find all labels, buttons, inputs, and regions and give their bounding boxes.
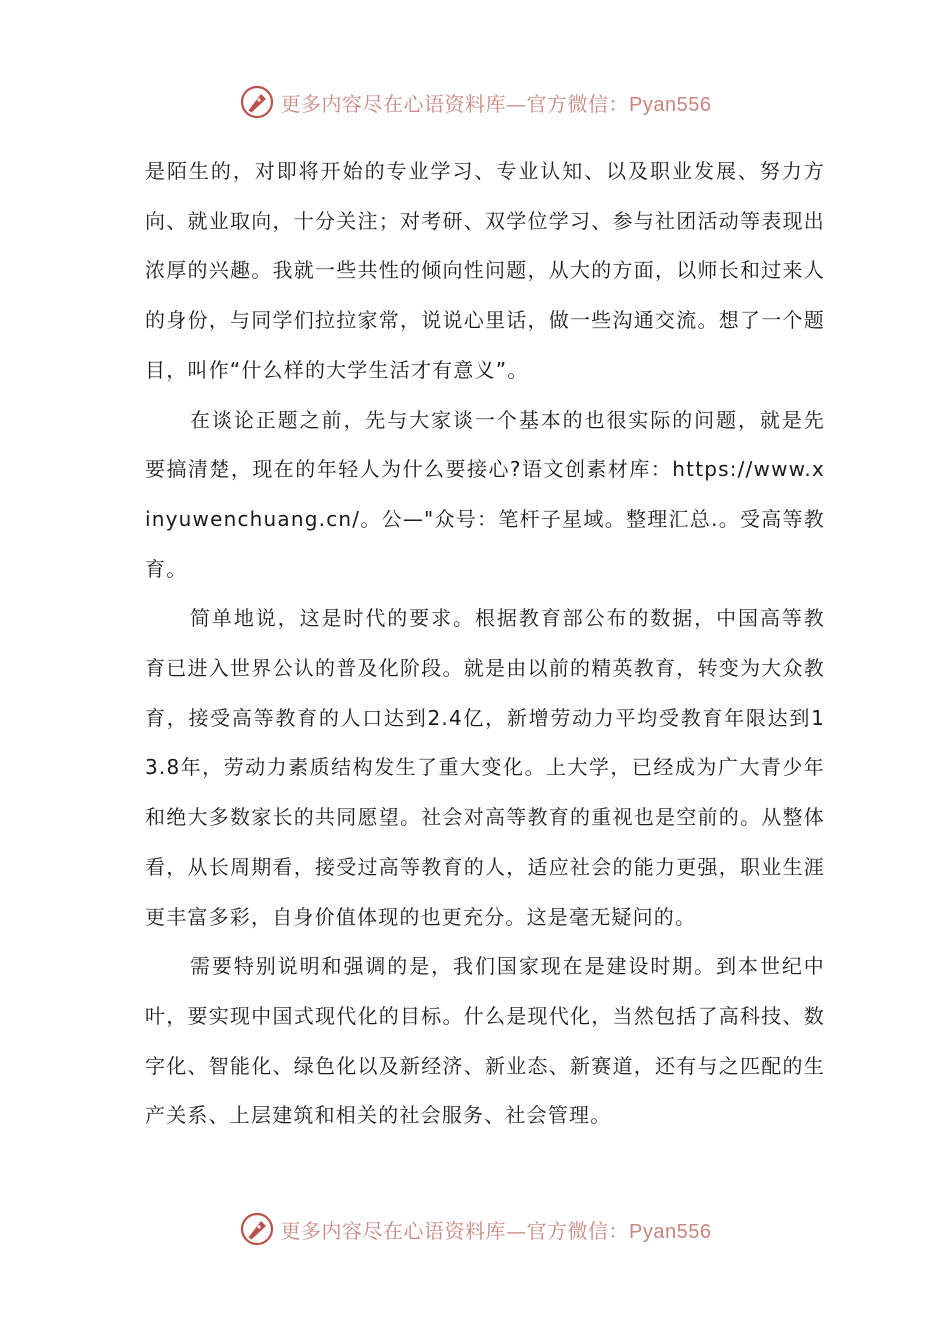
header-wechat-id: Pyan556 bbox=[629, 93, 712, 116]
pen-nib-logo-icon bbox=[239, 1211, 275, 1247]
header-banner bbox=[0, 80, 950, 124]
paragraph: 简单地说，这是时代的要求。根据教育部公布的数据，中国高等教育已进入世界公认的普及化阶段。就是由以前的精英教育，转变为大众教育，接受高等教育的人口达到2.4亿，新增劳动力平均受教育年限达到13.8年，劳动力素质结构发生了重大变化。上大学，已经成为广大青少年和绝大多数家长的共同愿望。社会对高等教育的重视也是空前的。从整体看，从长周期看，接受过高等教育的人，适应社会的能力更强，职业生涯更丰富多彩，自身价值体现的也更充分。这是毫无疑问的。 bbox=[145, 606, 825, 929]
pen-nib-logo-icon bbox=[239, 84, 275, 120]
paragraph: 需要特别说明和强调的是，我们国家现在是建设时期。到本世纪中叶，要实现中国式现代化的目标。什么是现代化，当然包括了高科技、数字化、智能化、绿色化以及新经济、新业态、新赛道，还有与之匹配的生产关系、上层建筑和相关的社会服务、社会管理。 bbox=[145, 954, 825, 1128]
footer-banner-text: 更多内容尽在心语资料库—官方微信：Pyan556 bbox=[280, 1218, 712, 1243]
header-banner-text: 更多内容尽在心语资料库—官方微信：Pyan556 bbox=[280, 91, 712, 116]
document-body bbox=[145, 147, 825, 1141]
footer-banner bbox=[0, 1207, 950, 1251]
paragraph: 在谈论正题之前，先与大家谈一个基本的也很实际的问题，就是先要搞清楚，现在的年轻人为什么要接心?语文创素材库：https://www.xinyuwenchuang.cn/。公—"众号：笔杆子星域。整理汇总.。受高等教育。 bbox=[145, 407, 825, 581]
paragraph: 是陌生的，对即将开始的专业学习、专业认知、以及职业发展、努力方向、就业取向，十分关注；对考研、双学位学习、参与社团活动等表现出浓厚的兴趣。我就一些共性的倾向性问题，从大的方面，以师长和过来人的身份，与同学们拉拉家常，说说心里话，做一些沟通交流。想了一个题目，叫作“什么样的大学生活才有意义”。 bbox=[145, 159, 825, 382]
footer-wechat-id: Pyan556 bbox=[629, 1220, 712, 1243]
